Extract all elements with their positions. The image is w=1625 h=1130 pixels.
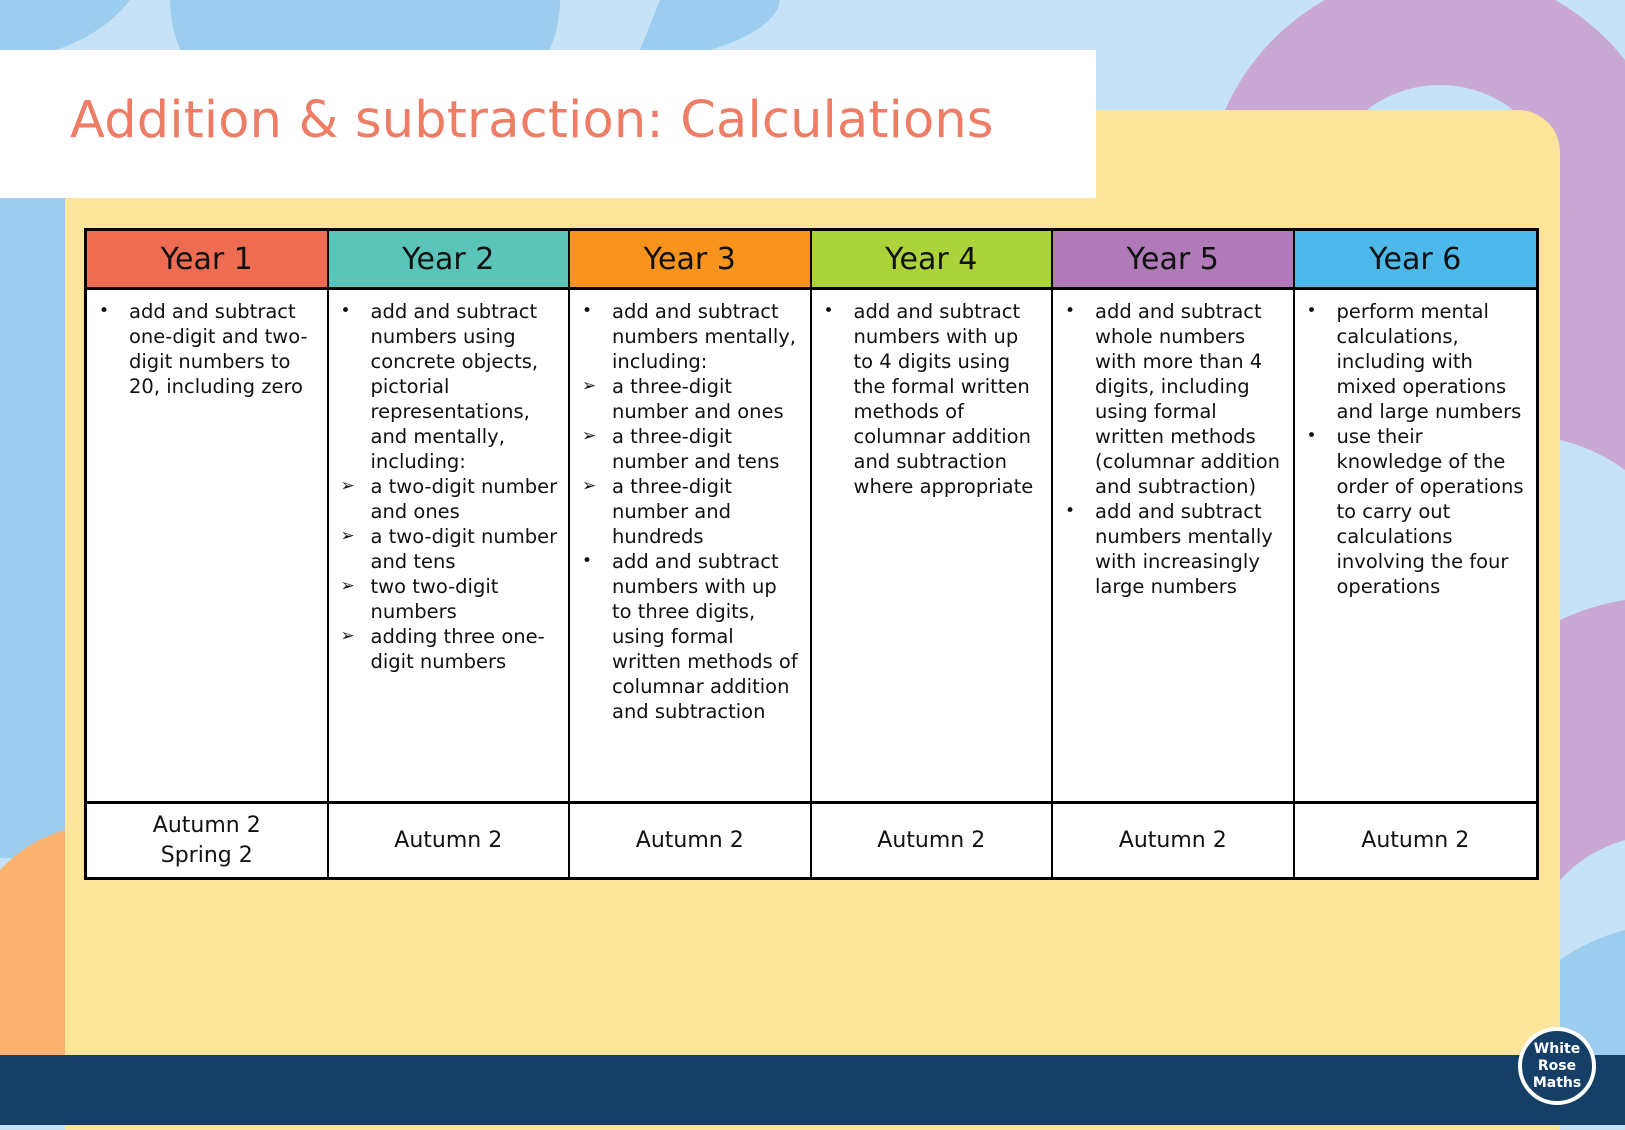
objective-text: add and subtract whole numbers with more than 4 digits, including using formal written methods (columnar addition and subtraction) <box>1095 300 1281 498</box>
objective-list <box>582 299 800 724</box>
term-year-2 <box>329 803 571 877</box>
arrow-bullet-icon: ➢ <box>340 476 355 496</box>
bullet-icon: • <box>340 301 351 321</box>
bullet-icon: • <box>582 551 593 571</box>
objective-text: add and subtract numbers with up to 4 digits using the formal written methods of columnar addition and subtraction where appropriate <box>853 300 1034 498</box>
term-year-6 <box>1295 803 1537 877</box>
term-label: Spring 2 <box>160 842 253 868</box>
objective-text: adding three one-digit numbers <box>370 625 545 673</box>
objective-text: a two-digit number and ones <box>370 475 558 523</box>
objective-text: add and subtract numbers using concrete objects, pictorial representations, and mentally, including: <box>370 300 539 473</box>
term-label: Autumn 2 <box>1361 827 1470 853</box>
term-year-3 <box>570 803 812 877</box>
logo-line: Maths <box>1532 1074 1582 1091</box>
objective-text: a two-digit number and tens <box>370 525 558 573</box>
objective-text: two two-digit numbers <box>370 575 499 623</box>
objective-list <box>1307 299 1527 599</box>
term-label: Autumn 2 <box>877 827 986 853</box>
footer-bar <box>0 1055 1625 1125</box>
objectives-year-5 <box>1053 290 1295 803</box>
term-label: Autumn 2 <box>394 827 503 853</box>
sub-objective-item <box>341 624 559 674</box>
objective-list <box>824 299 1042 499</box>
objective-item <box>582 549 800 724</box>
term-label: Autumn 2 <box>1118 827 1227 853</box>
sub-objective-item <box>341 474 559 524</box>
objective-text: perform mental calculations, including with mixed operations and large numbers <box>1336 300 1522 423</box>
objective-item <box>1065 299 1283 499</box>
sub-objective-item <box>341 574 559 624</box>
arrow-bullet-icon: ➢ <box>582 376 597 396</box>
objective-text: add and subtract numbers with up to three digits, using formal written methods of columnar addition and subtraction <box>612 550 798 723</box>
objective-item <box>99 299 317 399</box>
objective-text: a three-digit number and tens <box>612 425 780 473</box>
bullet-icon: • <box>1065 501 1076 521</box>
objective-text: a three-digit number and ones <box>612 375 784 423</box>
bullet-icon: • <box>1306 426 1317 446</box>
objectives-year-4 <box>812 290 1054 803</box>
term-label: Autumn 2 <box>152 812 261 838</box>
header-year-1: Year 1 <box>87 231 329 290</box>
objective-item <box>1307 299 1527 424</box>
objective-item <box>341 299 559 474</box>
objective-list <box>341 299 559 674</box>
objective-text: add and subtract numbers mentally with increasingly large numbers <box>1095 500 1273 598</box>
logo-line: White <box>1533 1040 1581 1057</box>
objectives-year-3 <box>570 290 812 803</box>
bullet-icon: • <box>1065 301 1076 321</box>
term-label: Autumn 2 <box>635 827 744 853</box>
sub-objective-item <box>582 374 800 424</box>
objective-text: add and subtract numbers mentally, including: <box>612 300 796 373</box>
objective-list <box>1065 299 1283 599</box>
sub-objective-item <box>582 424 800 474</box>
term-year-5 <box>1053 803 1295 877</box>
objective-item <box>824 299 1042 499</box>
objective-text: a three-digit number and hundreds <box>612 475 733 548</box>
bullet-icon: • <box>823 301 834 321</box>
objectives-year-2 <box>329 290 571 803</box>
arrow-bullet-icon: ➢ <box>340 526 355 546</box>
white-rose-maths-logo <box>1518 1027 1596 1105</box>
objective-item <box>1307 424 1527 599</box>
header-year-2: Year 2 <box>329 231 571 290</box>
objectives-year-6 <box>1295 290 1537 803</box>
header-year-3: Year 3 <box>570 231 812 290</box>
sub-objective-item <box>582 474 800 549</box>
bullet-icon: • <box>99 301 110 321</box>
header-year-4: Year 4 <box>812 231 1054 290</box>
objective-text: use their knowledge of the order of operations to carry out calculations involving the four operations <box>1336 425 1524 598</box>
objective-item <box>582 299 800 374</box>
objective-text: add and subtract one-digit and two-digit numbers to 20, including zero <box>129 300 308 398</box>
header-year-5: Year 5 <box>1053 231 1295 290</box>
objectives-year-1 <box>87 290 329 803</box>
objective-list <box>99 299 317 399</box>
logo-line: Rose <box>1537 1057 1577 1074</box>
arrow-bullet-icon: ➢ <box>340 626 355 646</box>
header-year-6: Year 6 <box>1295 231 1537 290</box>
bullet-icon: • <box>582 301 593 321</box>
term-year-1 <box>87 803 329 877</box>
objective-item <box>1065 499 1283 599</box>
arrow-bullet-icon: ➢ <box>582 476 597 496</box>
arrow-bullet-icon: ➢ <box>582 426 597 446</box>
term-year-4 <box>812 803 1054 877</box>
page-title: Addition & subtraction: Calculations <box>70 91 994 150</box>
bullet-icon: • <box>1306 301 1317 321</box>
sub-objective-item <box>341 524 559 574</box>
curriculum-table <box>84 228 1539 880</box>
arrow-bullet-icon: ➢ <box>340 576 355 596</box>
